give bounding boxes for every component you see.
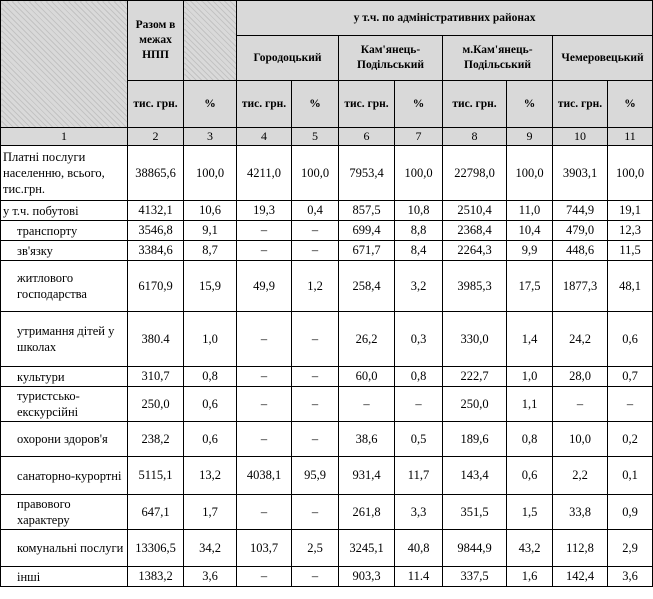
value-thousand-uah: 222,7	[443, 367, 507, 387]
column-number: 6	[339, 128, 395, 146]
value-percent: 11,0	[507, 201, 553, 221]
column-number: 8	[443, 128, 507, 146]
value-thousand-uah: 112,8	[553, 530, 608, 567]
value-thousand-uah: 19,3	[237, 201, 292, 221]
value-percent: 43,2	[507, 530, 553, 567]
value-thousand-uah: 238,2	[128, 422, 184, 457]
value-percent: 19,1	[608, 201, 653, 221]
value-thousand-uah: –	[237, 422, 292, 457]
row-label: комунальні послуги	[1, 530, 128, 567]
unit-thousand: тис. грн.	[443, 81, 507, 128]
value-percent: –	[292, 567, 339, 587]
value-thousand-uah: 744,9	[553, 201, 608, 221]
value-percent: 1,0	[184, 312, 237, 367]
value-percent: 8,8	[395, 221, 443, 241]
value-percent: 0,3	[395, 312, 443, 367]
unit-thousand: тис. грн.	[128, 81, 184, 128]
value-percent: 100,0	[507, 146, 553, 201]
value-percent: 8,7	[184, 241, 237, 261]
value-percent: 3,3	[395, 495, 443, 530]
unit-pct: %	[395, 81, 443, 128]
value-thousand-uah: 250,0	[128, 387, 184, 422]
value-percent: 100,0	[608, 146, 653, 201]
table-row	[1, 261, 653, 312]
column-number: 10	[553, 128, 608, 146]
value-percent: 17,5	[507, 261, 553, 312]
value-thousand-uah: 2510,4	[443, 201, 507, 221]
value-percent: –	[292, 422, 339, 457]
table-row	[1, 495, 653, 530]
value-percent: 8,4	[395, 241, 443, 261]
value-percent: 34,2	[184, 530, 237, 567]
column-number: 2	[128, 128, 184, 146]
value-thousand-uah: 103,7	[237, 530, 292, 567]
value-thousand-uah: 258,4	[339, 261, 395, 312]
row-label: Платні послуги населенню, всього, тис.грн.	[1, 146, 128, 201]
table-row	[1, 567, 653, 587]
table-row	[1, 146, 653, 201]
value-percent: 2,5	[292, 530, 339, 567]
value-percent: 1,1	[507, 387, 553, 422]
value-thousand-uah: –	[237, 495, 292, 530]
value-thousand-uah: 1877,3	[553, 261, 608, 312]
value-percent: 0,8	[395, 367, 443, 387]
value-thousand-uah: 3384,6	[128, 241, 184, 261]
table-row	[1, 530, 653, 567]
row-label: зв'язку	[1, 241, 128, 261]
column-number: 5	[292, 128, 339, 146]
value-thousand-uah: 647,1	[128, 495, 184, 530]
value-percent: 11,5	[608, 241, 653, 261]
column-number: 7	[395, 128, 443, 146]
value-thousand-uah: 261,8	[339, 495, 395, 530]
value-percent: 1,2	[292, 261, 339, 312]
row-label: у т.ч. побутові	[1, 201, 128, 221]
value-thousand-uah: 671,7	[339, 241, 395, 261]
value-thousand-uah: 2264,3	[443, 241, 507, 261]
value-thousand-uah: 38865,6	[128, 146, 184, 201]
total-header-pad	[184, 1, 237, 81]
value-percent: –	[395, 387, 443, 422]
value-thousand-uah: 9844,9	[443, 530, 507, 567]
value-percent: 95,9	[292, 457, 339, 495]
value-thousand-uah: 479,0	[553, 221, 608, 241]
value-percent: 10,6	[184, 201, 237, 221]
column-number: 1	[1, 128, 128, 146]
value-percent: 40,8	[395, 530, 443, 567]
value-thousand-uah: 699,4	[339, 221, 395, 241]
unit-thousand: тис. грн.	[237, 81, 292, 128]
row-label: туристсько-екскурсійні	[1, 387, 128, 422]
value-percent: 2,9	[608, 530, 653, 567]
value-percent: 12,3	[608, 221, 653, 241]
district-header-chemerivtsi: Чемеровецький	[553, 36, 653, 81]
value-thousand-uah: 2,2	[553, 457, 608, 495]
value-thousand-uah: 142,4	[553, 567, 608, 587]
value-percent: 0,5	[395, 422, 443, 457]
table-row	[1, 422, 653, 457]
value-percent: –	[292, 241, 339, 261]
value-thousand-uah: 60,0	[339, 367, 395, 387]
value-percent: 10,4	[507, 221, 553, 241]
unit-pct: %	[507, 81, 553, 128]
value-percent: 13,2	[184, 457, 237, 495]
value-percent: –	[292, 367, 339, 387]
column-number: 3	[184, 128, 237, 146]
table-row	[1, 221, 653, 241]
value-percent: 3,2	[395, 261, 443, 312]
value-percent: 0,8	[184, 367, 237, 387]
value-thousand-uah: 28,0	[553, 367, 608, 387]
row-label: культури	[1, 367, 128, 387]
value-percent: –	[292, 495, 339, 530]
value-thousand-uah: 250,0	[443, 387, 507, 422]
unit-thousand: тис. грн.	[553, 81, 608, 128]
value-thousand-uah: 3546,8	[128, 221, 184, 241]
row-label: охорони здоров'я	[1, 422, 128, 457]
value-percent: 0,6	[184, 387, 237, 422]
value-thousand-uah: 2368,4	[443, 221, 507, 241]
unit-pct: %	[292, 81, 339, 128]
value-thousand-uah: 6170,9	[128, 261, 184, 312]
value-thousand-uah: 351,5	[443, 495, 507, 530]
value-thousand-uah: 5115,1	[128, 457, 184, 495]
row-label: транспорту	[1, 221, 128, 241]
unit-pct: %	[184, 81, 237, 128]
total-header: Разом в межах НПП	[128, 1, 184, 81]
table-body	[1, 146, 653, 587]
row-label: утримання дітей у школах	[1, 312, 128, 367]
value-thousand-uah: 903,3	[339, 567, 395, 587]
value-thousand-uah: 330,0	[443, 312, 507, 367]
value-thousand-uah: –	[237, 387, 292, 422]
value-thousand-uah: 7953,4	[339, 146, 395, 201]
table-row	[1, 387, 653, 422]
value-thousand-uah: –	[237, 367, 292, 387]
value-thousand-uah: 3245,1	[339, 530, 395, 567]
unit-thousand: тис. грн.	[339, 81, 395, 128]
value-percent: –	[608, 387, 653, 422]
value-percent: 48,1	[608, 261, 653, 312]
value-thousand-uah: 3985,3	[443, 261, 507, 312]
value-percent: 1,7	[184, 495, 237, 530]
value-thousand-uah: –	[339, 387, 395, 422]
value-thousand-uah: 4132,1	[128, 201, 184, 221]
column-number: 4	[237, 128, 292, 146]
row-label: житлового господарства	[1, 261, 128, 312]
value-thousand-uah: 26,2	[339, 312, 395, 367]
value-percent: 0,8	[507, 422, 553, 457]
value-thousand-uah: 13306,5	[128, 530, 184, 567]
value-percent: 100,0	[395, 146, 443, 201]
value-thousand-uah: 189,6	[443, 422, 507, 457]
value-percent: 1,5	[507, 495, 553, 530]
value-percent: 0,1	[608, 457, 653, 495]
value-percent: 0,6	[608, 312, 653, 367]
value-percent: 10,8	[395, 201, 443, 221]
value-percent: –	[292, 312, 339, 367]
value-percent: 11,7	[395, 457, 443, 495]
district-header-kp-raion: Кам'янець-Подільський	[339, 36, 443, 81]
value-percent: 0,4	[292, 201, 339, 221]
value-percent: 15,9	[184, 261, 237, 312]
value-percent: 1,4	[507, 312, 553, 367]
value-percent: 0,2	[608, 422, 653, 457]
value-thousand-uah: –	[237, 221, 292, 241]
table-row	[1, 201, 653, 221]
value-percent: 0,6	[507, 457, 553, 495]
value-percent: 100,0	[292, 146, 339, 201]
value-thousand-uah: –	[237, 312, 292, 367]
value-percent: 11.4	[395, 567, 443, 587]
table-row	[1, 241, 653, 261]
value-thousand-uah: 4038,1	[237, 457, 292, 495]
value-percent: 100,0	[184, 146, 237, 201]
value-thousand-uah: 310,7	[128, 367, 184, 387]
row-label: правового характеру	[1, 495, 128, 530]
value-percent: 3,6	[608, 567, 653, 587]
value-thousand-uah: 1383,2	[128, 567, 184, 587]
value-thousand-uah: 4211,0	[237, 146, 292, 201]
value-thousand-uah: –	[237, 241, 292, 261]
value-percent: 0,7	[608, 367, 653, 387]
value-percent: 0,9	[608, 495, 653, 530]
value-thousand-uah: 22798,0	[443, 146, 507, 201]
value-percent: 3,6	[184, 567, 237, 587]
value-thousand-uah: 24,2	[553, 312, 608, 367]
value-thousand-uah: 337,5	[443, 567, 507, 587]
value-thousand-uah: 10,0	[553, 422, 608, 457]
table-row	[1, 367, 653, 387]
value-percent: 1,0	[507, 367, 553, 387]
value-percent: 9,9	[507, 241, 553, 261]
column-number-row	[1, 128, 653, 146]
value-thousand-uah: 33,8	[553, 495, 608, 530]
value-percent: –	[292, 387, 339, 422]
value-thousand-uah: 448,6	[553, 241, 608, 261]
column-number: 11	[608, 128, 653, 146]
unit-pct: %	[608, 81, 653, 128]
corner-cell	[1, 1, 128, 128]
district-header-horodok: Городоцький	[237, 36, 339, 81]
districts-group-header: у т.ч. по адміністративних районах	[237, 1, 653, 36]
value-thousand-uah: 49,9	[237, 261, 292, 312]
value-thousand-uah: 380.4	[128, 312, 184, 367]
table-row	[1, 457, 653, 495]
value-thousand-uah: –	[553, 387, 608, 422]
row-label: санаторно-курортні	[1, 457, 128, 495]
column-number: 9	[507, 128, 553, 146]
table-row	[1, 312, 653, 367]
value-percent: 1,6	[507, 567, 553, 587]
value-percent: –	[292, 221, 339, 241]
value-percent: 9,1	[184, 221, 237, 241]
value-percent: 0,6	[184, 422, 237, 457]
value-thousand-uah: 931,4	[339, 457, 395, 495]
value-thousand-uah: 143,4	[443, 457, 507, 495]
value-thousand-uah: 3903,1	[553, 146, 608, 201]
row-label: інші	[1, 567, 128, 587]
district-header-kp-city: м.Кам'янець-Подільський	[443, 36, 553, 81]
value-thousand-uah: 857,5	[339, 201, 395, 221]
value-thousand-uah: –	[237, 567, 292, 587]
value-thousand-uah: 38,6	[339, 422, 395, 457]
